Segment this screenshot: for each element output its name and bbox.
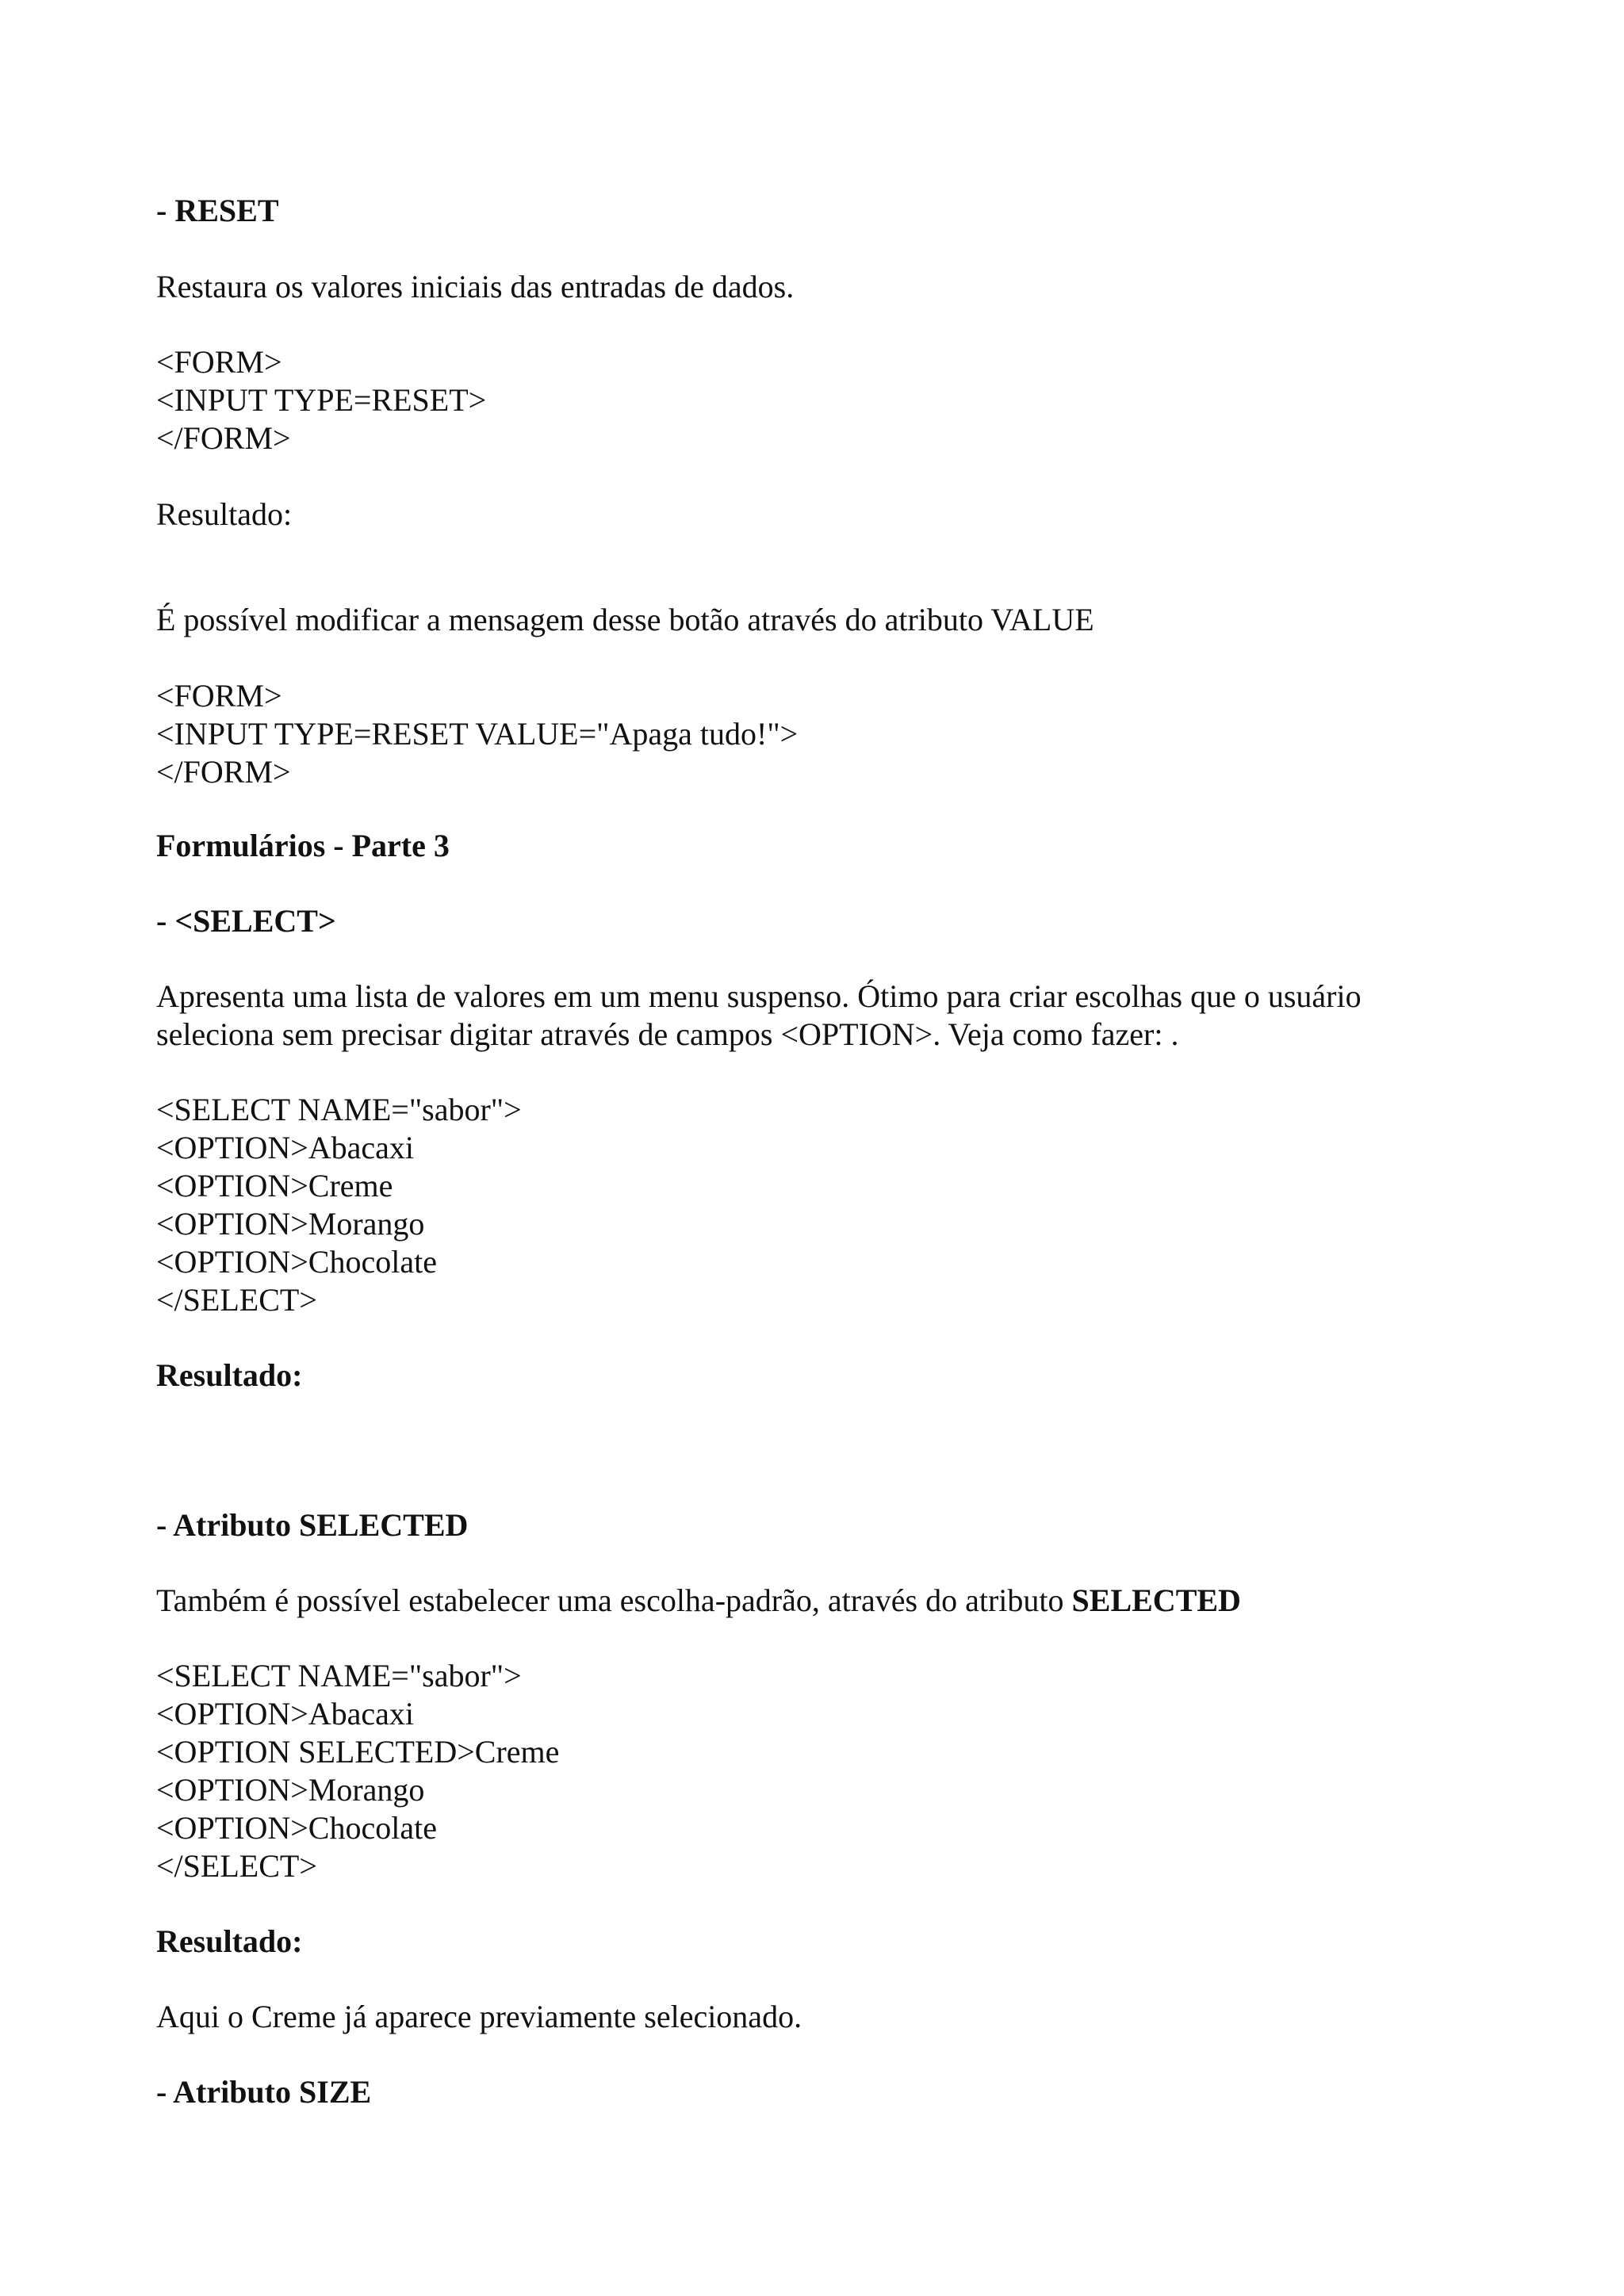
reset-description: Restaura os valores iniciais das entradas de dados.	[156, 269, 795, 304]
selected-code-line-5: <OPTION>Chocolate	[156, 1810, 437, 1846]
select-description-line-1: Apresenta uma lista de valores em um menu suspenso. Ótimo para criar escolhas que o usuário	[156, 978, 1362, 1014]
select-code-line-5: <OPTION>Chocolate	[156, 1244, 437, 1280]
select-code-line-3: <OPTION>Creme	[156, 1168, 393, 1203]
select-code-line-1: <SELECT NAME="sabor">	[156, 1092, 522, 1127]
reset-code-line-3: </FORM>	[156, 420, 291, 456]
selected-code-line-4: <OPTION>Morango	[156, 1772, 425, 1808]
select-code-line-2: <OPTION>Abacaxi	[156, 1130, 415, 1165]
reset-value-code-line-3: </FORM>	[156, 754, 291, 790]
reset-value-code-line-2: <INPUT TYPE=RESET VALUE="Apaga tudo!">	[156, 716, 799, 752]
selected-description-text: Também é possível estabelecer uma escolha-padrão, através do atributo	[156, 1582, 1072, 1618]
select-code-line-6: </SELECT>	[156, 1282, 317, 1318]
selected-code-line-6: </SELECT>	[156, 1848, 317, 1884]
select-heading: - <SELECT>	[156, 903, 336, 939]
size-heading: - Atributo SIZE	[156, 2074, 372, 2110]
selected-description-keyword: SELECTED	[1071, 1582, 1241, 1618]
reset-code-line-1: <FORM>	[156, 344, 282, 380]
reset-code-line-2: <INPUT TYPE=RESET>	[156, 382, 487, 418]
selected-description	[156, 1582, 1241, 1620]
select-code-line-4: <OPTION>Morango	[156, 1206, 425, 1242]
selected-result-note: Aqui o Creme já aparece previamente selecionado.	[156, 1999, 802, 2034]
selected-code-line-2: <OPTION>Abacaxi	[156, 1696, 415, 1732]
reset-value-note: É possível modificar a mensagem desse botão através do atributo VALUE	[156, 602, 1094, 637]
selected-heading: - Atributo SELECTED	[156, 1507, 469, 1543]
part3-title: Formulários - Parte 3	[156, 828, 450, 863]
reset-value-code-line-1: <FORM>	[156, 678, 282, 714]
selected-result-label: Resultado:	[156, 1923, 303, 1959]
select-description-line-2: seleciona sem precisar digitar através de campos <OPTION>. Veja como fazer: .	[156, 1016, 1179, 1052]
reset-result-label: Resultado:	[156, 496, 293, 532]
reset-heading: - RESET	[156, 193, 279, 228]
selected-code-line-3: <OPTION SELECTED>Creme	[156, 1734, 560, 1770]
select-result-label: Resultado:	[156, 1357, 303, 1393]
selected-code-line-1: <SELECT NAME="sabor">	[156, 1658, 522, 1693]
